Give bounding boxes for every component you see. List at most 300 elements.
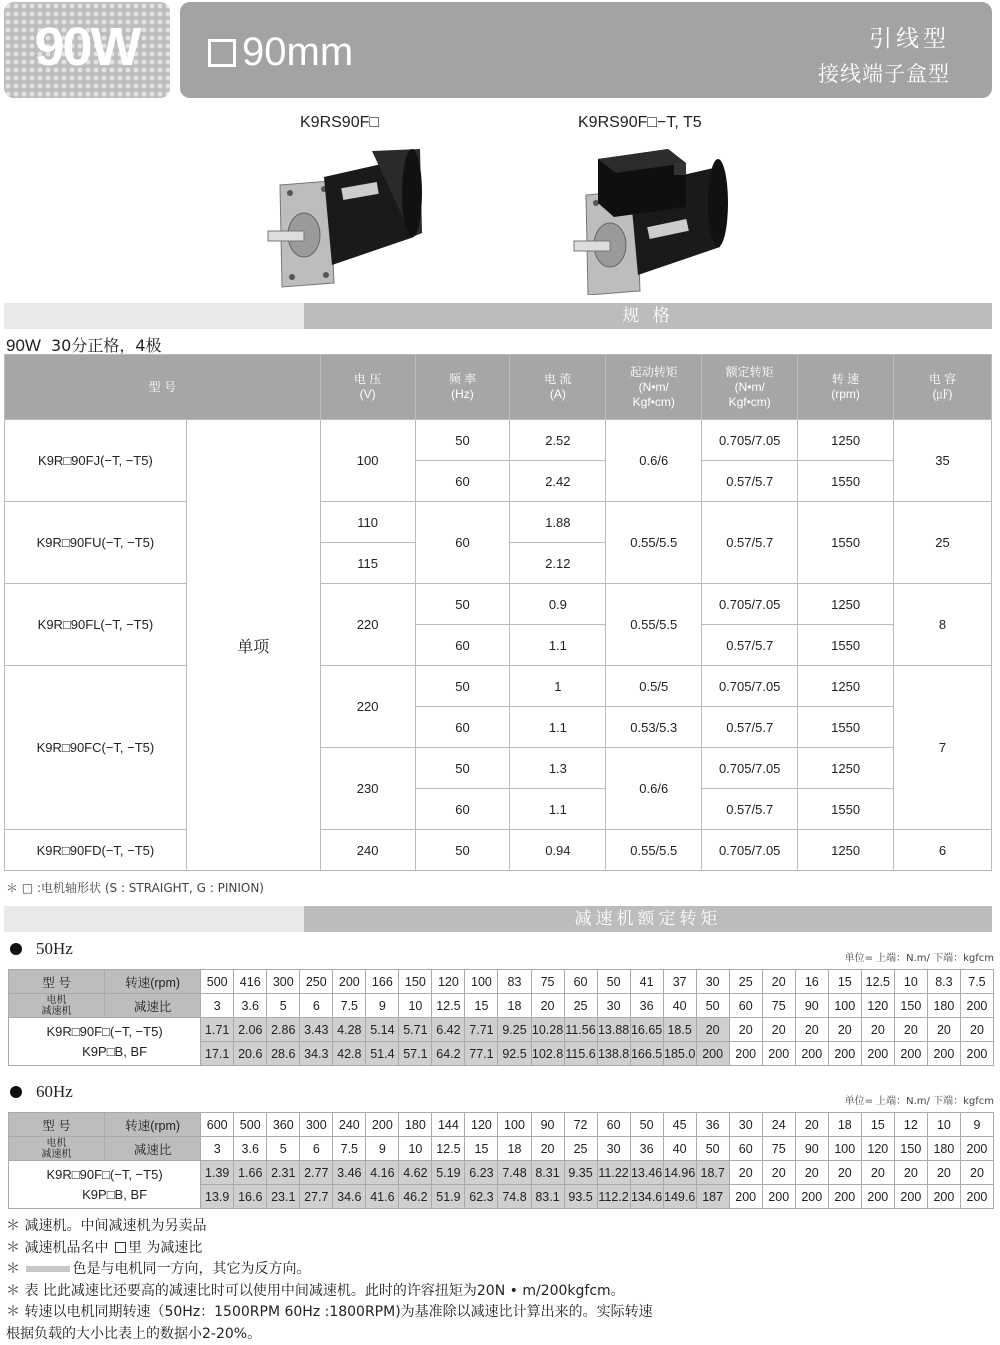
voltage-cell: 115 <box>320 543 415 584</box>
torque-kgf-value: 134.6 <box>630 1185 663 1209</box>
torque-kgf-value: 200 <box>729 1185 762 1209</box>
torque-nm-value: 13.88 <box>597 1018 630 1042</box>
speed-value: 100 <box>465 970 498 994</box>
voltage-cell: 220 <box>320 584 415 666</box>
ratio-value: 3.6 <box>234 1137 267 1161</box>
current-cell: 2.42 <box>510 461 606 502</box>
ratio-value: 15 <box>465 1137 498 1161</box>
torque-nm-value: 20 <box>762 1018 795 1042</box>
motor-reducer-label <box>9 994 105 1018</box>
gear-model-label: K9P□B, BF <box>9 1185 200 1205</box>
torque-kgf-value: 187 <box>696 1185 729 1209</box>
current-cell: 0.9 <box>510 584 606 625</box>
ratio-value: 30 <box>597 1137 630 1161</box>
ratio-value: 150 <box>894 1137 927 1161</box>
torque-nm-value: 5.19 <box>432 1161 465 1185</box>
ratio-value: 18 <box>498 1137 531 1161</box>
speed-label: 转速(rpm) <box>105 970 201 994</box>
ratio-value: 25 <box>564 994 597 1018</box>
power-rating: 90W <box>4 16 170 78</box>
torque-nm-value: 2.06 <box>234 1018 267 1042</box>
torque-nm-value: 20 <box>861 1018 894 1042</box>
spec-section-bar <box>4 303 992 329</box>
speed-value: 15 <box>828 970 861 994</box>
cap-cell: 35 <box>894 420 992 502</box>
motor-model-label: K9R□90F□(−T, −T5) <box>9 1022 200 1042</box>
rated-torque-cell: 0.57/5.7 <box>702 502 798 584</box>
speed-value: 200 <box>333 970 366 994</box>
rated-torque-cell: 0.705/7.05 <box>702 584 798 625</box>
frame-size <box>208 30 353 75</box>
spec-section-title: 规 格 <box>304 303 992 329</box>
torque-kgf-value: 42.8 <box>333 1042 366 1066</box>
torque-kgf-value: 200 <box>762 1042 795 1066</box>
ratio-row <box>9 1137 994 1161</box>
table-row <box>5 830 992 871</box>
ratio-value: 20 <box>531 1137 564 1161</box>
ratio-value: 40 <box>663 994 696 1018</box>
ratio-value: 36 <box>630 994 663 1018</box>
bullet-icon <box>10 943 22 955</box>
speed-value: 45 <box>663 1113 696 1137</box>
speed-value: 83 <box>498 970 531 994</box>
speed-value: 41 <box>630 970 663 994</box>
footnote-1: ＊ 减速机。中间减速机为另卖品 <box>6 1216 653 1238</box>
speed-value: 37 <box>663 970 696 994</box>
torque-kgf-value: 200 <box>960 1042 993 1066</box>
speed-value: 150 <box>399 970 432 994</box>
torque-kgf-value: 83.1 <box>531 1185 564 1209</box>
speed-value: 24 <box>762 1113 795 1137</box>
model-cell: K9R□90FD(−T, −T5) <box>5 830 187 871</box>
current-cell: 1.1 <box>510 625 606 666</box>
ratio-value: 7.5 <box>333 1137 366 1161</box>
start-torque-cell: 0.5/5 <box>606 666 702 707</box>
speed-value: 12 <box>894 1113 927 1137</box>
rated-torque-cell: 0.57/5.7 <box>702 707 798 748</box>
torque-nm-value: 1.66 <box>234 1161 267 1185</box>
speed-cell: 1550 <box>798 625 894 666</box>
torque-nm-value: 6.23 <box>465 1161 498 1185</box>
torque-kgf-value: 92.5 <box>498 1042 531 1066</box>
freq-cell: 50 <box>415 584 510 625</box>
bullet-icon <box>10 1086 22 1098</box>
square-icon <box>208 39 236 67</box>
ratio-value: 200 <box>960 994 993 1018</box>
torque-nm-value: 5.71 <box>399 1018 432 1042</box>
torque-nm-value: 3.46 <box>333 1161 366 1185</box>
speed-value: 500 <box>234 1113 267 1137</box>
torque-nm-value: 4.28 <box>333 1018 366 1042</box>
freq-cell: 50 <box>415 666 510 707</box>
speed-cell: 1550 <box>798 461 894 502</box>
hz60-title: 60Hz <box>36 1082 73 1102</box>
speed-cell: 1250 <box>798 584 894 625</box>
current-cell: 1.1 <box>510 707 606 748</box>
speed-value: 200 <box>366 1113 399 1137</box>
ratio-value: 120 <box>861 994 894 1018</box>
gear-table-50hz <box>8 969 994 1066</box>
speed-value: 90 <box>531 1113 564 1137</box>
power-badge <box>4 2 170 98</box>
start-torque-cell: 0.6/6 <box>606 420 702 502</box>
model-combo-label <box>9 1018 201 1066</box>
speed-value: 250 <box>300 970 333 994</box>
ratio-value: 15 <box>465 994 498 1018</box>
speed-value: 10 <box>927 1113 960 1137</box>
torque-nm-value: 20 <box>894 1018 927 1042</box>
freq-cell: 60 <box>415 625 510 666</box>
type-lead-wire: 引线型 <box>869 20 950 53</box>
spec-subtitle <box>6 333 162 356</box>
speed-value: 120 <box>432 970 465 994</box>
torque-nm-value: 20 <box>795 1161 828 1185</box>
ratio-value: 75 <box>762 994 795 1018</box>
voltage-cell: 220 <box>320 666 415 748</box>
torque-nm-value: 20 <box>729 1161 762 1185</box>
torque-kgf-value: 34.3 <box>300 1042 333 1066</box>
speed-value: 50 <box>630 1113 663 1137</box>
torque-kgf-value: 93.5 <box>564 1185 597 1209</box>
gear-section-title: 减速机额定转矩 <box>304 906 992 932</box>
motor-reducer-label <box>9 1137 105 1161</box>
voltage-cell: 110 <box>320 502 415 543</box>
reducer-label: 减速机 <box>9 1149 104 1160</box>
rated-torque-cell: 0.57/5.7 <box>702 789 798 830</box>
torque-nm-value: 8.31 <box>531 1161 564 1185</box>
ratio-value: 7.5 <box>333 994 366 1018</box>
torque-kgf-value: 28.6 <box>267 1042 300 1066</box>
torque-kgf-value: 20.6 <box>234 1042 267 1066</box>
torque-nm-value: 2.31 <box>267 1161 300 1185</box>
gear-table-60hz <box>8 1112 994 1209</box>
torque-kgf-value: 102.8 <box>531 1042 564 1066</box>
start-torque-cell: 0.55/5.5 <box>606 830 702 871</box>
speed-value: 166 <box>366 970 399 994</box>
torque-kgf-value: 27.7 <box>300 1185 333 1209</box>
ratio-value: 50 <box>696 994 729 1018</box>
ratio-value: 60 <box>729 1137 762 1161</box>
speed-value: 75 <box>531 970 564 994</box>
model-cell: K9R□90FC(−T, −T5) <box>5 666 187 830</box>
ratio-value: 6 <box>300 994 333 1018</box>
ratio-value: 180 <box>927 1137 960 1161</box>
torque-nm-value: 9.25 <box>498 1018 531 1042</box>
header-rated-torque: 额定转矩 (N•m/ Kgf•cm) <box>702 355 798 420</box>
start-torque-cell: 0.53/5.3 <box>606 707 702 748</box>
spec-table <box>4 354 992 871</box>
type-terminal-box: 接线端子盒型 <box>818 58 950 88</box>
torque-nm-value: 16.65 <box>630 1018 663 1042</box>
torque-kgf-value: 74.8 <box>498 1185 531 1209</box>
table-row <box>5 666 992 707</box>
torque-nm-value: 6.42 <box>432 1018 465 1042</box>
ratio-value: 100 <box>828 1137 861 1161</box>
speed-value: 12.5 <box>861 970 894 994</box>
torque-kgf-value: 200 <box>960 1185 993 1209</box>
ratio-value: 36 <box>630 1137 663 1161</box>
start-torque-cell: 0.55/5.5 <box>606 584 702 666</box>
cap-cell: 8 <box>894 584 992 666</box>
freq-cell: 60 <box>415 789 510 830</box>
ratio-value: 90 <box>795 1137 828 1161</box>
footnote-3: ＊ 色是与电机同一方向，其它为反方向。 <box>6 1259 653 1281</box>
cap-cell: 7 <box>894 666 992 830</box>
freq-cell: 60 <box>415 461 510 502</box>
speed-value: 600 <box>201 1113 234 1137</box>
speed-label: 转速(rpm) <box>105 1113 201 1137</box>
freq-cell: 50 <box>415 420 510 461</box>
ratio-value: 12.5 <box>432 1137 465 1161</box>
torque-kgf-value: 200 <box>828 1185 861 1209</box>
table-row <box>5 502 992 543</box>
current-cell: 1.88 <box>510 502 606 543</box>
footnote-2: ＊ 减速机品名中 里 为减速比 <box>6 1238 653 1260</box>
torque-nm-value: 20 <box>927 1161 960 1185</box>
torque-nm-value: 20 <box>894 1161 927 1185</box>
speed-value: 30 <box>696 970 729 994</box>
model-cell: K9R□90FU(−T, −T5) <box>5 502 187 584</box>
unit-note-60: 单位= 上端：N.m/ 下端：kgfcm <box>845 1092 994 1107</box>
ratio-value: 200 <box>960 1137 993 1161</box>
speed-value: 18 <box>828 1113 861 1137</box>
ratio-value: 120 <box>861 1137 894 1161</box>
ratio-label: 减速比 <box>105 994 201 1018</box>
torque-kgf-value: 200 <box>762 1185 795 1209</box>
torque-nm-value: 18.7 <box>696 1161 729 1185</box>
header-current: 电 流 (A) <box>510 355 606 420</box>
header-voltage: 电 压 (V) <box>320 355 415 420</box>
torque-nm-value: 20 <box>927 1018 960 1042</box>
torque-kgf-value: 200 <box>828 1042 861 1066</box>
torque-nm-value: 4.16 <box>366 1161 399 1185</box>
ratio-value: 90 <box>795 994 828 1018</box>
torque-nm-value: 20 <box>960 1018 993 1042</box>
ratio-value: 60 <box>729 994 762 1018</box>
speed-value: 416 <box>234 970 267 994</box>
cap-cell: 6 <box>894 830 992 871</box>
torque-kgf-value: 112.2 <box>597 1185 630 1209</box>
torque-kgf-value: 64.2 <box>432 1042 465 1066</box>
current-cell: 1 <box>510 666 606 707</box>
torque-nm-value: 2.86 <box>267 1018 300 1042</box>
reducer-label: 减速机 <box>9 1006 104 1017</box>
header-frequency: 频 率 (Hz) <box>415 355 510 420</box>
model-cell: K9R□90FL(−T, −T5) <box>5 584 187 666</box>
torque-kgf-value: 200 <box>861 1042 894 1066</box>
rated-torque-cell: 0.705/7.05 <box>702 666 798 707</box>
spec-subtitle-power: 90W <box>6 336 41 355</box>
torque-nm-value: 13.46 <box>630 1161 663 1185</box>
torque-kgf-value: 115.6 <box>564 1042 597 1066</box>
ratio-row <box>9 994 994 1018</box>
torque-nm-value: 1.39 <box>201 1161 234 1185</box>
ratio-value: 5 <box>267 1137 300 1161</box>
torque-kgf-value: 16.6 <box>234 1185 267 1209</box>
torque-kgf-value: 77.1 <box>465 1042 498 1066</box>
torque-nm-value: 20 <box>960 1161 993 1185</box>
torque-kgf-value: 185.0 <box>663 1042 696 1066</box>
torque-kgf-value: 62.3 <box>465 1185 498 1209</box>
torque-kgf-value: 17.1 <box>201 1042 234 1066</box>
rated-torque-cell: 0.705/7.05 <box>702 420 798 461</box>
speed-value: 500 <box>201 970 234 994</box>
product-label-box: K9RS90F□−T, T5 <box>578 114 702 132</box>
torque-kgf-value: 34.6 <box>333 1185 366 1209</box>
footnote-4: ＊ 表 比此减速比还要高的减速比时可以使用中间减速机。此时的许容扭矩为20N • m/200kgfcm。 <box>6 1281 653 1303</box>
torque-nm-value: 7.48 <box>498 1161 531 1185</box>
torque-kgf-value: 149.6 <box>663 1185 696 1209</box>
ratio-value: 9 <box>366 994 399 1018</box>
table-row <box>5 584 992 625</box>
gray-swatch <box>26 1266 70 1272</box>
torque-kgf-value: 51.9 <box>432 1185 465 1209</box>
ratio-value: 180 <box>927 994 960 1018</box>
speed-value: 300 <box>267 970 300 994</box>
speed-value: 25 <box>729 970 762 994</box>
freq-cell: 50 <box>415 748 510 789</box>
motor-box-image <box>568 145 743 295</box>
freq-cell: 60 <box>415 707 510 748</box>
torque-nm-value: 11.56 <box>564 1018 597 1042</box>
current-cell: 2.12 <box>510 543 606 584</box>
speed-value: 72 <box>564 1113 597 1137</box>
motor-lead-image <box>262 145 437 295</box>
torque-kgf-value: 166.5 <box>630 1042 663 1066</box>
speed-value: 20 <box>762 970 795 994</box>
torque-kgf-value: 200 <box>894 1185 927 1209</box>
product-label-lead: K9RS90F□ <box>300 114 379 132</box>
rated-torque-cell: 0.705/7.05 <box>702 748 798 789</box>
gear-section-bar <box>4 906 992 932</box>
ratio-value: 3 <box>201 994 234 1018</box>
rated-torque-cell: 0.57/5.7 <box>702 625 798 666</box>
model-cell: K9R□90FJ(−T, −T5) <box>5 420 187 502</box>
torque-kgf-value: 13.9 <box>201 1185 234 1209</box>
ratio-value: 10 <box>399 1137 432 1161</box>
table-row <box>5 420 992 461</box>
speed-value: 15 <box>861 1113 894 1137</box>
header-banner <box>180 2 992 98</box>
shaft-note: ＊ □ :电机轴形状 (S : STRAIGHT, G : PINION) <box>6 879 264 896</box>
voltage-cell: 230 <box>320 748 415 830</box>
torque-kgf-value: 46.2 <box>399 1185 432 1209</box>
model-label: 型 号 <box>9 970 105 994</box>
speed-cell: 1250 <box>798 420 894 461</box>
hz50-heading <box>10 939 73 959</box>
speed-value: 7.5 <box>960 970 993 994</box>
torque-nm-value: 4.62 <box>399 1161 432 1185</box>
torque-kgf-value: 23.1 <box>267 1185 300 1209</box>
torque-nm-value: 20 <box>795 1018 828 1042</box>
torque-kgf-value: 200 <box>927 1042 960 1066</box>
header-capacitor: 电 容 (㎌) <box>894 355 992 420</box>
torque-nm-value: 14.96 <box>663 1161 696 1185</box>
torque-kgf-value: 41.6 <box>366 1185 399 1209</box>
torque-kgf-value: 57.1 <box>399 1042 432 1066</box>
torque-nm-value: 20 <box>696 1018 729 1042</box>
speed-value: 10 <box>894 970 927 994</box>
current-cell: 0.94 <box>510 830 606 871</box>
torque-kgf-value: 200 <box>927 1185 960 1209</box>
ratio-value: 40 <box>663 1137 696 1161</box>
ratio-value: 6 <box>300 1137 333 1161</box>
ratio-value: 3 <box>201 1137 234 1161</box>
phase-cell: 单项 <box>186 420 320 871</box>
current-cell: 1.1 <box>510 789 606 830</box>
cap-cell: 25 <box>894 502 992 584</box>
header-model: 型 号 <box>5 355 321 420</box>
speed-value: 36 <box>696 1113 729 1137</box>
speed-cell: 1550 <box>798 502 894 584</box>
speed-value: 60 <box>564 970 597 994</box>
torque-nm-value: 18.5 <box>663 1018 696 1042</box>
speed-cell: 1550 <box>798 789 894 830</box>
speed-value: 100 <box>498 1113 531 1137</box>
square-icon <box>115 1242 126 1253</box>
motor-label: 电机 <box>9 1138 104 1149</box>
torque-kgf-value: 200 <box>795 1042 828 1066</box>
torque-nm-value: 20 <box>828 1018 861 1042</box>
speed-value: 60 <box>597 1113 630 1137</box>
torque-nm-value: 20 <box>828 1161 861 1185</box>
speed-value: 30 <box>729 1113 762 1137</box>
ratio-label: 减速比 <box>105 1137 201 1161</box>
speed-value: 144 <box>432 1113 465 1137</box>
speed-row <box>9 970 994 994</box>
ratio-value: 100 <box>828 994 861 1018</box>
torque-nm-value: 20 <box>762 1161 795 1185</box>
speed-value: 8.3 <box>927 970 960 994</box>
speed-value: 50 <box>597 970 630 994</box>
torque-nm-row <box>9 1161 994 1185</box>
start-torque-cell: 0.6/6 <box>606 748 702 830</box>
motor-label: 电机 <box>9 995 104 1006</box>
start-torque-cell: 0.55/5.5 <box>606 502 702 584</box>
torque-nm-value: 10.28 <box>531 1018 564 1042</box>
torque-nm-value: 5.14 <box>366 1018 399 1042</box>
current-cell: 2.52 <box>510 420 606 461</box>
torque-kgf-value: 200 <box>795 1185 828 1209</box>
header-start-torque: 起动转矩 (N•m/ Kgf•cm) <box>606 355 702 420</box>
footnotes <box>6 1216 653 1345</box>
torque-kgf-value: 200 <box>861 1185 894 1209</box>
torque-kgf-value: 200 <box>894 1042 927 1066</box>
torque-kgf-value: 200 <box>729 1042 762 1066</box>
hz60-heading <box>10 1082 73 1102</box>
ratio-value: 25 <box>564 1137 597 1161</box>
spec-subtitle-text: 30分正格，4极 <box>51 336 162 355</box>
frame-size-value: 90mm <box>242 30 353 75</box>
torque-nm-value: 20 <box>861 1161 894 1185</box>
ratio-value: 12.5 <box>432 994 465 1018</box>
speed-cell: 1250 <box>798 830 894 871</box>
rated-torque-cell: 0.705/7.05 <box>702 830 798 871</box>
unit-note-50: 单位= 上端：N.m/ 下端：kgfcm <box>845 949 994 964</box>
torque-nm-value: 3.43 <box>300 1018 333 1042</box>
speed-value: 180 <box>399 1113 432 1137</box>
ratio-value: 18 <box>498 994 531 1018</box>
ratio-value: 30 <box>597 994 630 1018</box>
model-label: 型 号 <box>9 1113 105 1137</box>
voltage-cell: 240 <box>320 830 415 871</box>
voltage-cell: 100 <box>320 420 415 502</box>
footnote-6: 根据负载的大小比表上的数据小2-20%。 <box>6 1324 653 1345</box>
model-combo-label <box>9 1161 201 1209</box>
ratio-value: 20 <box>531 994 564 1018</box>
footnote-5: ＊ 转速以电机同期转速（50Hz：1500RPM 60Hz :1800RPM)为基准除以减速比计算出来的。实际转速 <box>6 1302 653 1324</box>
ratio-value: 50 <box>696 1137 729 1161</box>
